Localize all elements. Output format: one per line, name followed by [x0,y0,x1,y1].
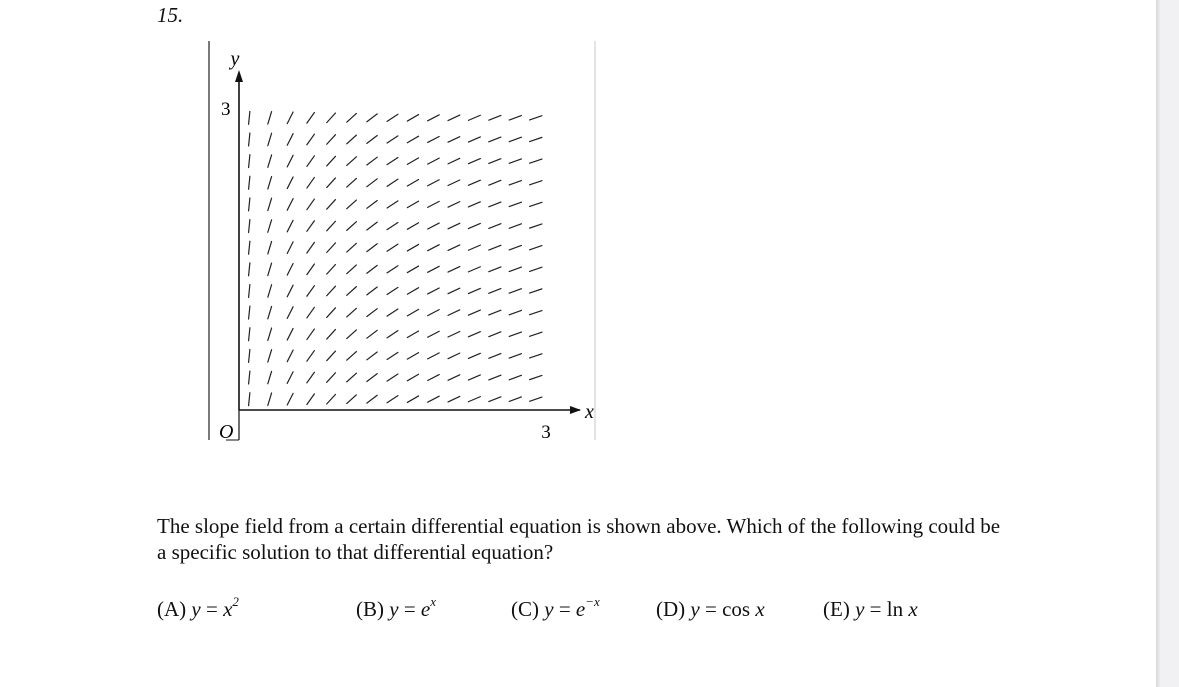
slope-segment [530,354,542,358]
slope-segment [428,201,440,207]
slope-segment [448,202,460,208]
slope-segment [287,112,293,124]
slope-segment [347,135,357,144]
slope-segment [367,222,377,230]
slope-segment [347,178,357,187]
slope-segment [287,242,293,254]
slope-segment [489,159,501,164]
y-tick-label: 3 [221,99,231,120]
slope-segment [387,222,398,229]
slope-segment [287,307,293,319]
slope-segment [307,351,315,362]
choice-equals: = [864,597,887,621]
slope-segment [327,286,336,296]
slope-segment [509,202,521,206]
slope-segment [407,309,418,316]
slope-segment [407,288,418,295]
choice-base: e [420,597,431,621]
slope-segment [468,245,480,250]
slope-segment [249,285,250,298]
axes [226,70,581,440]
origin-label: O [219,421,234,443]
slope-segment [347,200,357,209]
slope-segment [307,286,315,297]
slope-segment [428,115,440,121]
slope-segment [468,267,480,272]
slope-segment [249,155,250,168]
slope-segment [307,264,315,275]
slope-segment [327,200,336,210]
slope-segment [428,331,440,337]
slope-segment [268,112,272,124]
x-tick-label: 3 [541,422,551,443]
slope-segment [387,158,398,165]
slope-segment [387,374,398,381]
slope-segment [249,328,250,341]
slope-segment [307,329,315,340]
slope-segment [530,202,542,206]
slope-segment [509,267,521,271]
slope-segment [387,331,398,338]
choice-tail: x [908,597,918,621]
slope-segment [407,158,418,165]
slope-segment [448,396,460,402]
slope-segment [268,220,272,232]
slope-segment [530,311,542,315]
slope-segment [268,155,272,167]
slope-segment [367,265,377,273]
slope-segment [367,287,377,295]
choice-label: (A) [157,597,187,621]
slope-segment [268,198,272,210]
slope-segment [468,375,480,380]
slope-segment [387,179,398,186]
slope-segment [468,202,480,207]
choice-lhs: y [690,597,700,621]
slope-segment [509,181,521,185]
slope-segment [407,115,418,122]
slope-segment [489,310,501,315]
choice-c[interactable] [511,596,600,622]
slope-segment [489,180,501,185]
slope-segment [509,116,521,120]
slope-segment [387,201,398,208]
slope-segment [287,393,293,405]
slope-segment [347,222,357,231]
slope-segment [530,267,542,271]
choice-lhs: y [855,597,865,621]
slope-segment [367,395,377,403]
slope-segment [268,350,272,362]
choice-lhs: y [544,597,554,621]
slope-segment [287,350,293,362]
slope-segment [287,199,293,211]
slope-segment [307,156,315,167]
slope-segment [407,179,418,186]
slope-segment [509,375,521,379]
slope-segment [327,308,336,318]
slope-segment [428,288,440,294]
slope-segment [287,134,293,146]
slope-segment [428,245,440,251]
slope-segment [428,353,440,359]
slope-segment [327,265,336,275]
choice-label: (D) [656,597,686,621]
slope-segment [428,136,440,142]
slope-segment [489,245,501,250]
slope-segment [407,266,418,273]
slope-segment [249,393,250,406]
slope-segment [530,375,542,379]
slope-segment [509,224,521,228]
slope-segment [407,223,418,230]
question-stem-line-2: a specific solution to that differential equation? [157,540,554,564]
slope-segment [287,220,293,232]
slope-segment [387,136,398,143]
slope-segment [367,330,377,338]
figure-frame [209,41,595,440]
slope-segment [468,397,480,402]
slope-segment [249,133,250,146]
slope-segment [448,267,460,273]
slope-segment [367,114,377,122]
slope-segment [407,396,418,403]
slope-segment [268,285,272,297]
question-stem-line-1: The slope field from a certain differential equation is shown above. Which of the following could be [157,514,1001,538]
slope-segment [367,244,377,252]
slope-segment [307,372,315,383]
slope-segment [327,156,336,166]
slope-segment [249,349,250,362]
slope-segment [407,201,418,208]
slope-segment [468,180,480,185]
slope-segment [428,180,440,186]
slope-segment [428,158,440,164]
slope-segment [489,137,501,142]
slope-segment [347,243,357,252]
choice-equals: = [200,597,224,621]
choice-equals: = [553,597,576,621]
slope-segment [448,158,460,164]
slope-segment [448,137,460,143]
slope-segment [530,397,542,401]
slope-segment [407,244,418,251]
slope-field-figure [200,38,600,448]
slope-segment [347,330,357,339]
slope-segment [327,135,336,145]
slope-segment [509,137,521,141]
slope-segment [287,372,293,384]
slope-segment [448,288,460,294]
slope-segment [407,331,418,338]
slope-segment [468,310,480,315]
slope-segment [249,306,250,319]
slope-segment [448,310,460,316]
slope-segment [489,224,501,229]
slope-segment [509,245,521,249]
y-axis-arrowhead [235,70,243,82]
slope-segment [367,179,377,187]
slope-segment [530,159,542,163]
slope-segment [428,396,440,402]
slope-segments [249,111,542,405]
page-edge-shadow [1156,0,1160,687]
choice-lhs: y [389,597,399,621]
y-axis-label: y [230,48,240,70]
choice-label: (B) [356,597,384,621]
slope-segment [509,310,521,314]
slope-segment [307,177,315,188]
slope-segment [268,393,272,405]
choice-label: (C) [511,597,539,621]
choice-label: (E) [823,597,850,621]
choice-exponent: 2 [232,594,239,609]
slope-segment [448,375,460,381]
slope-segment [428,310,440,316]
x-axis-arrowhead [570,406,581,414]
slope-segment [387,244,398,251]
slope-segment [307,394,315,405]
slope-segment [489,332,501,337]
slope-segment [287,285,293,297]
slope-segment [268,306,272,318]
slope-segment [489,354,501,359]
slope-segment [387,266,398,273]
slope-segment [387,396,398,403]
slope-segment [509,159,521,163]
slope-segment [327,243,336,253]
slope-segment [367,136,377,144]
slope-segment [307,199,315,210]
slope-segment [327,221,336,231]
choice-base: x [223,597,233,621]
slope-segment [327,329,336,339]
slope-segment [327,394,336,404]
choice-d[interactable] [656,596,765,622]
slope-segment [530,116,542,120]
slope-segment [489,202,501,207]
slope-segment [367,157,377,165]
slope-segment [428,266,440,272]
slope-segment [489,267,501,272]
slope-segment [468,137,480,142]
slope-segment [448,353,460,359]
slope-segment [448,245,460,251]
slope-segment [307,307,315,318]
slope-segment [509,354,521,358]
slope-segment [407,136,418,143]
slope-segment [489,397,501,402]
slope-segment [407,374,418,381]
slope-segment [249,263,250,276]
slope-segment [249,176,250,189]
slope-segment [530,246,542,250]
choice-equals: = [699,597,723,621]
slope-segment [347,157,357,166]
slope-segment [307,242,315,253]
question-stem [157,513,1057,565]
slope-segment [268,241,272,253]
slope-segment [347,373,357,382]
choice-a[interactable] [157,596,239,622]
choice-b[interactable] [356,596,436,622]
slope-segment [347,352,357,361]
slope-segment [468,115,480,120]
slope-segment [287,328,293,340]
slope-segment [428,375,440,381]
x-axis-label: x [585,401,594,423]
slope-segment [307,134,315,145]
choice-e[interactable] [823,596,918,622]
slope-segment [307,221,315,232]
slope-segment [530,224,542,228]
slope-segment [489,115,501,120]
slope-segment [387,287,398,294]
slope-segment [249,198,250,211]
slope-segment [448,115,460,121]
choice-base: cos [722,597,756,621]
slope-segment [307,113,315,124]
slope-segment [268,371,272,383]
slope-segment [249,220,250,233]
slope-segment [468,332,480,337]
slope-segment [509,397,521,401]
slope-segment [287,264,293,276]
choice-base: ln [886,597,909,621]
slope-segment [530,289,542,293]
slope-segment [468,223,480,228]
choice-tail: x [755,597,765,621]
slope-segment [327,373,336,383]
slope-segment [347,308,357,317]
slope-segment [249,371,250,384]
slope-segment [489,289,501,294]
choice-exponent: −x [585,594,600,609]
choice-equals: = [398,597,421,621]
slope-segment [347,265,357,274]
slope-segment [387,309,398,316]
slope-segment [347,395,357,404]
slope-segment [509,289,521,293]
slope-segment [387,114,398,121]
slope-segment [268,328,272,340]
slope-segment [448,180,460,186]
slope-segment [509,332,521,336]
choice-lhs: y [191,597,201,621]
slope-segment [367,200,377,208]
slope-segment [407,353,418,360]
slope-segment [327,351,336,361]
slope-segment [249,241,250,254]
slope-segment [448,331,460,337]
slope-segment [489,375,501,380]
slope-segment [268,133,272,145]
slope-segment [367,309,377,317]
slope-segment [268,177,272,189]
choice-base: e [575,597,586,621]
slope-segment [387,352,398,359]
question-number: 15. [157,3,184,27]
slope-segment [287,177,293,189]
slope-segment [327,178,336,188]
slope-segment [268,263,272,275]
slope-segment [367,374,377,382]
slope-segment [428,223,440,229]
slope-segment [530,181,542,185]
slope-segment [468,353,480,358]
slope-segment [367,352,377,360]
slope-segment [327,113,336,123]
slope-segment [347,113,357,122]
slope-segment [347,287,357,296]
slope-segment [530,137,542,141]
choice-exponent: x [430,594,437,609]
slope-segment [468,159,480,164]
slope-segment [448,223,460,229]
slope-segment [468,288,480,293]
slope-segment [287,155,293,167]
slope-segment [530,332,542,336]
slope-segment [249,111,250,124]
